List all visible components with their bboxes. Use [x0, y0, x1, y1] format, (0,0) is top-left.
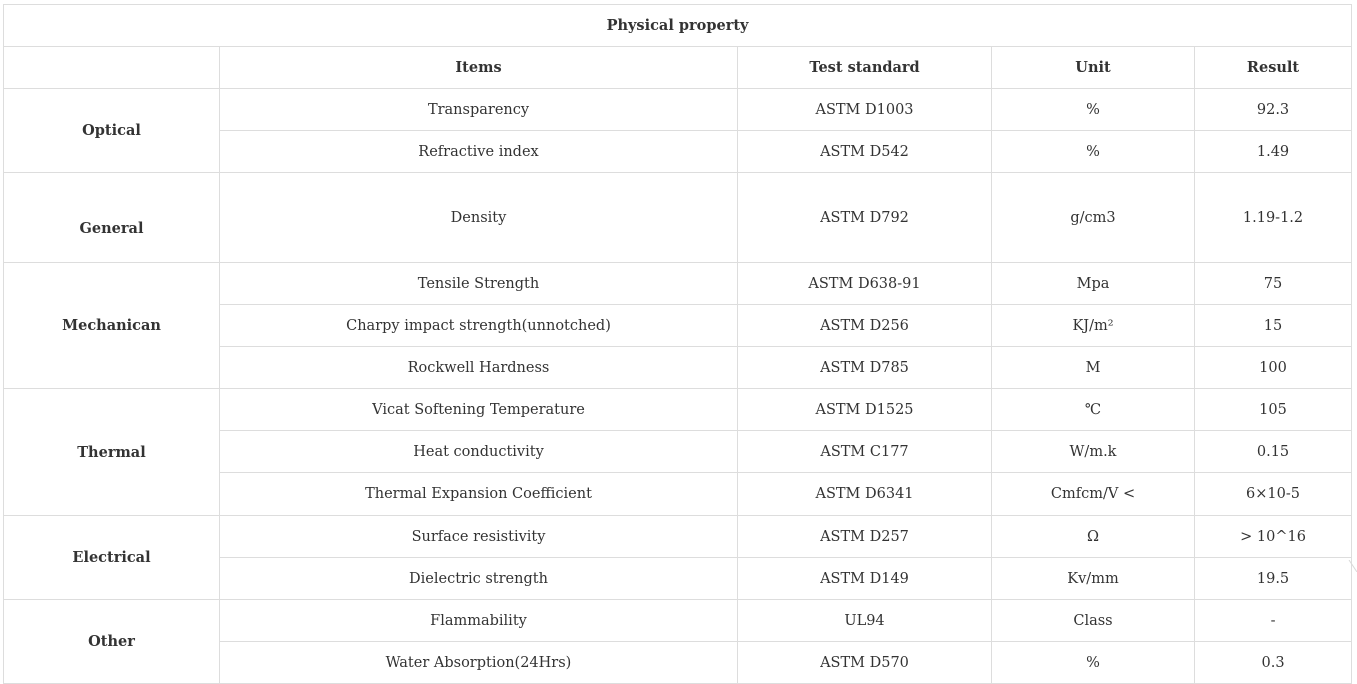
- cell-standard: ASTM D785: [738, 347, 992, 389]
- cell-result: 19.5: [1195, 558, 1352, 600]
- header-unit: Unit: [992, 47, 1195, 89]
- cell-standard: ASTM D1525: [738, 389, 992, 431]
- table-title-row: [4, 5, 1352, 47]
- corner-mark-icon: [1347, 560, 1357, 572]
- table-row: [4, 263, 1352, 305]
- table-title: Physical property: [4, 5, 1352, 47]
- cell-result: 1.19-1.2: [1195, 173, 1352, 263]
- cell-item: Heat conductivity: [220, 431, 738, 473]
- cell-item: Tensile Strength: [220, 263, 738, 305]
- category-general: General: [4, 173, 220, 263]
- cell-standard: ASTM D638-91: [738, 263, 992, 305]
- cell-result: 92.3: [1195, 89, 1352, 131]
- cell-standard: ASTM D6341: [738, 473, 992, 516]
- cell-unit: g/cm3: [992, 173, 1195, 263]
- cell-standard: ASTM D257: [738, 516, 992, 558]
- cell-standard: ASTM D542: [738, 131, 992, 173]
- category-optical: Optical: [4, 89, 220, 173]
- cell-unit: ℃: [992, 389, 1195, 431]
- cell-result: 105: [1195, 389, 1352, 431]
- category-thermal: Thermal: [4, 389, 220, 516]
- cell-unit: %: [992, 131, 1195, 173]
- cell-standard: ASTM D149: [738, 558, 992, 600]
- cell-standard: ASTM D570: [738, 642, 992, 684]
- cell-standard: ASTM C177: [738, 431, 992, 473]
- cell-unit: %: [992, 642, 1195, 684]
- cell-unit: %: [992, 89, 1195, 131]
- header-category: [4, 47, 220, 89]
- cell-unit: M: [992, 347, 1195, 389]
- cell-item: Charpy impact strength(unnotched): [220, 305, 738, 347]
- table-row: [4, 389, 1352, 431]
- cell-unit: Kv/mm: [992, 558, 1195, 600]
- cell-result: 6×10-5: [1195, 473, 1352, 516]
- cell-item: Refractive index: [220, 131, 738, 173]
- cell-result: 0.15: [1195, 431, 1352, 473]
- cell-unit: KJ/m²: [992, 305, 1195, 347]
- header-result: Result: [1195, 47, 1352, 89]
- table-row: [4, 600, 1352, 642]
- cell-unit: Mpa: [992, 263, 1195, 305]
- cell-item: Water Absorption(24Hrs): [220, 642, 738, 684]
- cell-item: Thermal Expansion Coefficient: [220, 473, 738, 516]
- cell-item: Transparency: [220, 89, 738, 131]
- cell-item: Surface resistivity: [220, 516, 738, 558]
- cell-result: 0.3: [1195, 642, 1352, 684]
- cell-standard: ASTM D256: [738, 305, 992, 347]
- cell-item: Density: [220, 173, 738, 263]
- table-row: [4, 89, 1352, 131]
- category-electrical: Electrical: [4, 516, 220, 600]
- cell-result: 75: [1195, 263, 1352, 305]
- category-other: Other: [4, 600, 220, 684]
- table-row: [4, 173, 1352, 263]
- cell-result: 100: [1195, 347, 1352, 389]
- cell-unit: Cmfcm/V <: [992, 473, 1195, 516]
- table-header-row: [4, 47, 1352, 89]
- cell-item: Flammability: [220, 600, 738, 642]
- cell-unit: Class: [992, 600, 1195, 642]
- cell-item: Rockwell Hardness: [220, 347, 738, 389]
- cell-standard: UL94: [738, 600, 992, 642]
- cell-item: Vicat Softening Temperature: [220, 389, 738, 431]
- cell-standard: ASTM D792: [738, 173, 992, 263]
- cell-result: 15: [1195, 305, 1352, 347]
- cell-unit: Ω: [992, 516, 1195, 558]
- category-mechanican: Mechanican: [4, 263, 220, 389]
- physical-property-table: [3, 4, 1352, 684]
- header-items: Items: [220, 47, 738, 89]
- cell-result: -: [1195, 600, 1352, 642]
- header-test-standard: Test standard: [738, 47, 992, 89]
- cell-unit: W/m.k: [992, 431, 1195, 473]
- table-row: [4, 516, 1352, 558]
- cell-item: Dielectric strength: [220, 558, 738, 600]
- cell-result: > 10^16: [1195, 516, 1352, 558]
- cell-standard: ASTM D1003: [738, 89, 992, 131]
- cell-result: 1.49: [1195, 131, 1352, 173]
